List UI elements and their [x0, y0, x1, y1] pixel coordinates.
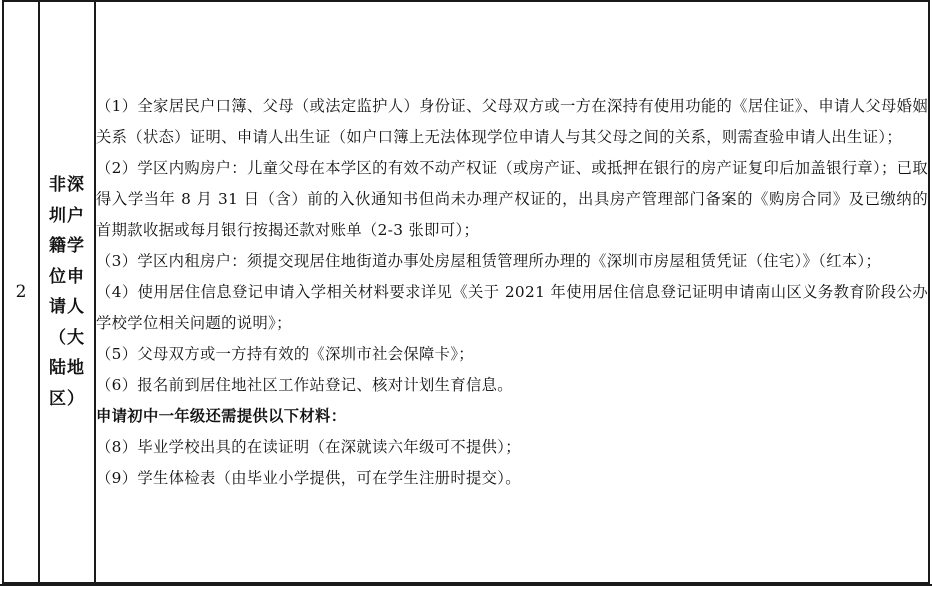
requirements-cell: [95, 1, 929, 583]
junior-high-item-9: （9）学生体检表（由毕业小学提供，可在学生注册时提交）。: [96, 468, 521, 487]
category-label: 非深圳户籍学位申请人（大陆地区）: [49, 175, 85, 409]
table-row: [3, 1, 929, 583]
requirement-item-4: （4）使用居住信息登记申请入学相关材料要求详见《关于 2021 年使用居住信息登记证明申请南山区义务教育阶段公办学校学位相关问题的说明》；: [96, 282, 928, 332]
requirement-item-6: （6）报名前到居住地社区工作站登记、核对计划生育信息。: [96, 375, 513, 394]
row-number-cell: [3, 1, 39, 583]
requirement-item-3: （3）学区内租房户：须提交现居住地街道办事处房屋租赁管理所办理的《深圳市房屋租赁凭证（住宅）》（红本）；: [96, 251, 882, 270]
requirements-table: [2, 0, 930, 584]
junior-high-heading: 申请初中一年级还需提供以下材料：: [96, 406, 347, 425]
requirement-item-2: （2）学区内购房户：儿童父母在本学区的有效不动产权证（或房产证、或抵押在银行的房产证复印后加盖银行章）；已取得入学当年 8 月 31 日（含）前的入伙通知书但尚未办理产权证的，出具房产管理部门备案的《购房合同》及已缴纳的首期款收据或每月银行按揭还款对账单（2-3 张即可）；: [96, 158, 928, 239]
requirement-item-1: （1）全家居民户口簿、父母（或法定监护人）身份证、父母双方或一方在深持有使用功能的《居住证》、申请人父母婚姻关系（状态）证明、申请人出生证（如户口簿上无法体现学位申请人与其父母之间的关系，则需查验申请人出生证）；: [96, 96, 928, 146]
row-number: 2: [15, 282, 27, 302]
requirement-item-5: （5）父母双方或一方持有效的《深圳市社会保障卡》；: [96, 344, 474, 363]
category-cell: [39, 1, 95, 583]
junior-high-item-8: （8）毕业学校出具的在读证明（在深就读六年级可不提供）；: [96, 437, 521, 456]
next-row-border: [0, 584, 932, 590]
